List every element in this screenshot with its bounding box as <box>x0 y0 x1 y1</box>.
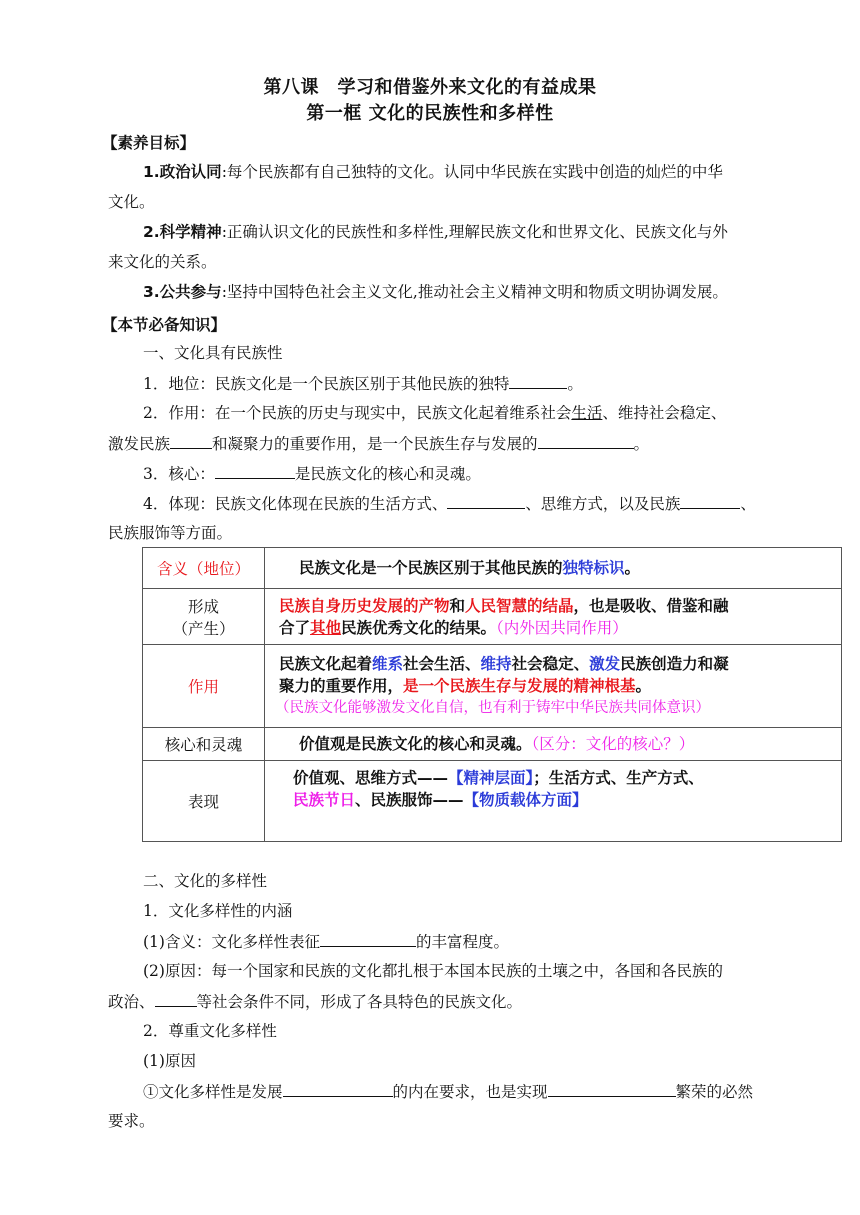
row-key: 作用 <box>143 645 265 728</box>
row-value <box>265 548 842 589</box>
knowledge-point-4-cont: 民族服饰等方面。 <box>108 524 233 542</box>
part2-item-1a <box>143 931 509 952</box>
goal-item-1-cont: 文化。 <box>108 193 155 211</box>
knowledge-heading: 【本节必备知识】 <box>102 316 227 334</box>
text: ①文化多样性是发展 <box>143 1083 283 1101</box>
text: 的内在要求，也是实现 <box>392 1083 548 1101</box>
goal-text: :坚持中国特色社会主义文化,推动社会主义精神文明和物质文明协调发展。 <box>221 283 728 301</box>
text: 是民族文化的核心和灵魂。 <box>294 465 481 483</box>
fill-blank[interactable] <box>538 433 634 449</box>
fill-blank[interactable] <box>320 931 416 947</box>
part2-sub-2a: (1)原因 <box>143 1052 196 1070</box>
goal-text: :正确认识文化的民族性和多样性,理解民族文化和世界文化、民族文化与外 <box>221 223 728 241</box>
text: 价值观、思维方式—— <box>293 769 449 787</box>
highlight-text: 人民智慧的结晶 <box>465 596 574 615</box>
note-text: （内外因共同作用） <box>496 618 628 637</box>
table-row <box>143 589 842 645</box>
knowledge-point-4 <box>143 493 756 514</box>
lesson-title: 第八课 学习和借鉴外来文化的有益成果 <box>263 77 597 98</box>
part2-item-2b-cont: 要求。 <box>108 1112 155 1130</box>
text: 、维持社会稳定、 <box>602 404 727 422</box>
text: 民族文化起着 <box>279 655 373 673</box>
underlined-text: 生活 <box>571 404 603 422</box>
text: 民族文化是一个民族区别于其他民族的 <box>299 559 563 577</box>
table-row <box>143 548 842 589</box>
text: 合了 <box>279 618 311 637</box>
highlight-text: 维持 <box>480 655 512 673</box>
row-value <box>265 645 842 728</box>
part2-sub-2: 2．尊重文化多样性 <box>143 1022 277 1040</box>
highlight-text: 【物质载体方面】 <box>463 791 588 809</box>
knowledge-point-1 <box>143 373 583 394</box>
text: (1)含义：文化多样性表征 <box>143 933 320 951</box>
row-key: 表现 <box>143 761 265 842</box>
highlight-text: 是一个民族生存与发展的精神根基 <box>403 677 636 695</box>
fill-blank[interactable] <box>509 373 567 389</box>
text: 聚力的重要作用， <box>279 677 404 695</box>
highlight-text: 民族自身历史发展的产物 <box>279 596 450 615</box>
text: 繁荣的必然 <box>675 1083 754 1101</box>
text: 、 <box>740 495 756 513</box>
text: 。 <box>624 559 641 577</box>
highlight-text: 民族节日 <box>293 791 356 809</box>
table-row <box>143 645 842 728</box>
part2-item-1b: (2)原因：每一个国家和民族的文化都扎根于本国本民族的土壤之中，各国和各民族的 <box>143 962 723 980</box>
note-text: （区分：文化的核心？） <box>531 735 695 753</box>
goals-heading: 【素养目标】 <box>102 134 196 152</box>
row-value <box>265 728 842 761</box>
text: 社会生活、 <box>403 655 481 673</box>
goal-text: :每个民族都有自己独特的文化。认同中华民族在实践中创造的灿烂的中华 <box>221 163 723 181</box>
text: 。 <box>633 435 650 453</box>
fill-blank[interactable] <box>215 463 295 479</box>
goal-label: 1.政治认同 <box>143 163 222 181</box>
text: 民族优秀文化的结果。 <box>341 618 497 637</box>
highlight-text: 【精神层面】 <box>448 769 534 787</box>
knowledge-point-2 <box>143 403 726 423</box>
knowledge-point-3 <box>143 463 481 484</box>
row-key <box>143 589 265 645</box>
text: 。 <box>635 677 652 695</box>
note-text: （民族文化能够激发文化自信，也有利于铸牢中华民族共同体意识） <box>275 700 710 716</box>
text: 激发民族 <box>108 435 171 453</box>
row-key: 含义（地位） <box>143 548 265 589</box>
goal-item-2 <box>143 222 728 242</box>
table-row <box>143 761 842 842</box>
text: 。 <box>567 375 583 393</box>
text: 价值观是民族文化的核心和灵魂。 <box>299 735 532 753</box>
part2-heading: 二、文化的多样性 <box>143 872 268 890</box>
highlight-text: 其他 <box>310 618 342 637</box>
text: ，也是吸收、借鉴和融 <box>573 596 729 615</box>
row-value <box>265 761 842 842</box>
highlight-text: 激发 <box>589 655 621 673</box>
fill-blank[interactable] <box>155 991 197 1007</box>
part2-item-2b <box>143 1081 753 1102</box>
text: 民族创造力和凝 <box>620 655 729 673</box>
text: 政治、 <box>108 993 155 1011</box>
text: 、思维方式，以及民族 <box>525 495 681 513</box>
text: 、民族服饰—— <box>355 791 464 809</box>
text: 1．地位：民族文化是一个民族区别于其他民族的独特 <box>143 375 510 393</box>
fill-blank[interactable] <box>170 433 212 449</box>
knowledge-point-2-cont <box>108 433 649 454</box>
part2-item-1b-cont <box>108 991 522 1012</box>
table-row <box>143 728 842 761</box>
text: 和 <box>449 596 466 615</box>
text: 3．核心： <box>143 465 215 483</box>
row-value <box>265 589 842 645</box>
fill-blank[interactable] <box>680 493 740 509</box>
fill-blank[interactable] <box>447 493 525 509</box>
row-key-line: 形成 <box>187 597 219 616</box>
fill-blank[interactable] <box>283 1081 393 1097</box>
text: 的丰富程度。 <box>415 933 509 951</box>
knowledge-table <box>142 547 842 842</box>
fill-blank[interactable] <box>548 1081 676 1097</box>
row-key: 核心和灵魂 <box>143 728 265 761</box>
text: 社会稳定、 <box>511 655 590 673</box>
part2-sub-1: 1．文化多样性的内涵 <box>143 902 293 920</box>
text: ；生活方式、生产方式、 <box>533 769 704 787</box>
row-key-line: （产生） <box>172 619 235 638</box>
highlight-text: 独特标识 <box>562 559 625 577</box>
text: 等社会条件不同，形成了各具特色的民族文化。 <box>196 993 523 1011</box>
lesson-subtitle: 第一框 文化的民族性和多样性 <box>306 103 554 124</box>
part1-heading: 一、文化具有民族性 <box>143 344 283 362</box>
text: 4．体现：民族文化体现在民族的生活方式、 <box>143 495 448 513</box>
highlight-text: 维系 <box>372 655 404 673</box>
goal-item-1 <box>143 162 723 182</box>
text: 2．作用：在一个民族的历史与现实中，民族文化起着维系社会 <box>143 404 572 422</box>
text: 和凝聚力的重要作用，是一个民族生存与发展的 <box>212 435 538 453</box>
goal-item-2-cont: 来文化的关系。 <box>108 253 217 271</box>
goal-label: 3.公共参与 <box>143 283 222 301</box>
goal-item-3 <box>143 282 728 302</box>
goal-label: 2.科学精神 <box>143 223 222 241</box>
